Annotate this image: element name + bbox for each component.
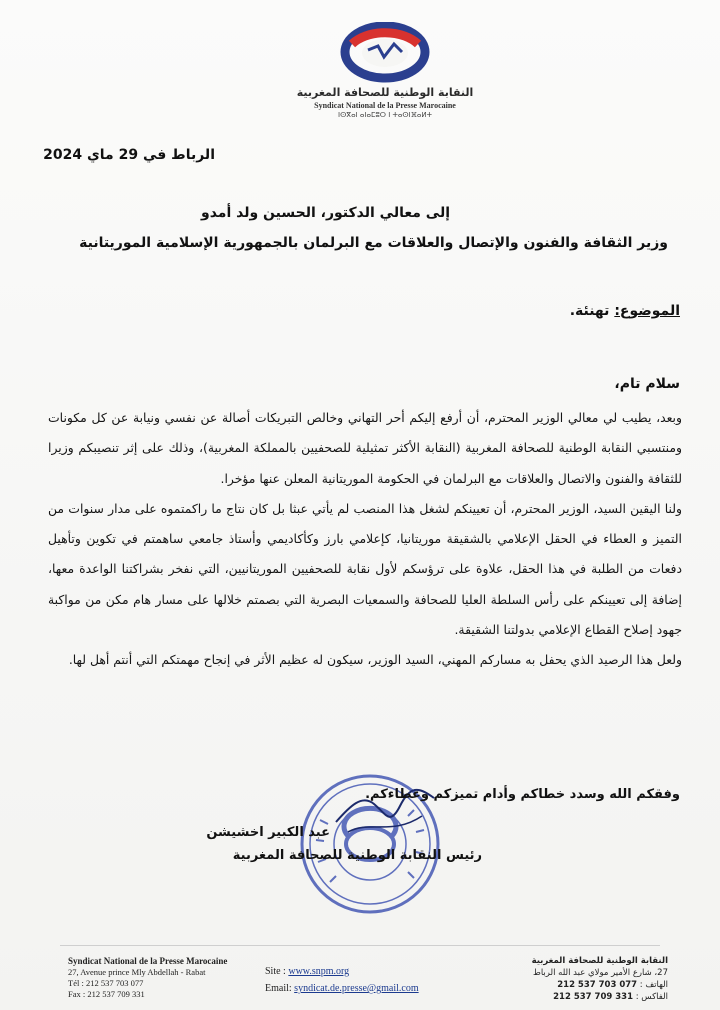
org-name-tifinagh: ⵏⵙⴳⴰⵏ ⴰⵏⴰⵎⵓⵔ ⵏ ⵜⴰⵙⵏⴼⴰⵍⵜ (338, 111, 432, 119)
footer-address-ar: 27، شارع الأمير مولاي عبد الله الرباط (532, 968, 668, 978)
subject-value: تهنئة. (569, 303, 610, 319)
footer-address-fr: 27, Avenue prince Mly Abdellah - Rabat (68, 967, 206, 977)
site-label: Site : (265, 966, 286, 977)
recipient-title: وزير الثقافة والفنون والإتصال والعلاقات مع البرلمان بالجمهورية الإسلامية الموريتانية (79, 235, 668, 251)
footer-fax-ar (468, 991, 668, 1003)
site-link[interactable]: www.snpm.org (288, 966, 350, 977)
footer-french (68, 956, 278, 1000)
footer-tel-value-ar: 212 537 703 077 (557, 980, 638, 990)
greeting: سلام تام، (614, 376, 680, 392)
footer-arabic (468, 955, 668, 1003)
letter-date: الرباط في 29 ماي 2024 (43, 147, 215, 163)
footer-tel-ar (468, 979, 668, 991)
subject-line (570, 303, 680, 319)
footer-tel-fr: Tél : 212 537 703 077 (68, 978, 144, 988)
footer-fax-label-ar: الفاكس : (635, 992, 668, 1002)
snpm-logo-icon (338, 22, 432, 86)
email-link[interactable]: syndicat.de.presse@gmail.com (294, 983, 419, 994)
paragraph: وبعد، يطيب لي معالي الوزير المحترم، أن أرفع إليكم أحر التهاني وخالص التبريكات أصالة عن نفسي ونيابة عن كل مكونات ومنتسبي النقابة الوطنية للصحافة المغربية (النقابة الأكثر تمثيلية للصحفيين بالمملكة المغربية)، وذلك على إثر تنصيبكم وزيرا للثقافة والفنون والاتصال والعلاقات مع البرلمان في الحكومة الموريتانية المعلن عنها مؤخرا. (48, 410, 682, 486)
closing-line: وفقكم الله وسدد خطاكم وأدام تميزكم وعطاءكم. (365, 787, 680, 802)
paragraph: ولعل هذا الرصيد الذي يحفل به مساركم المهني، السيد الوزير، سيكون له عظيم الأثر في إنجاح مهمتكم التي أنتم أهل لها. (68, 652, 682, 668)
subject-label: الموضوع: (614, 303, 680, 319)
footer-org-name-ar: النقابة الوطنية للصحافة المغربية (531, 956, 668, 966)
org-name-arabic: النقابة الوطنية للصحافة المغربية (296, 86, 474, 99)
footer-fax-fr: Fax : 212 537 709 331 (68, 989, 145, 999)
signer-title: رئيس النقابة الوطنية للصحافة المغربية (232, 848, 482, 863)
footer-org-name-fr: Syndicat National de la Presse Marocaine (68, 956, 228, 966)
recipient-name: إلى معالي الدكتور، الحسين ولد أمدو (201, 205, 450, 221)
footer-divider (60, 945, 660, 946)
paragraph: ولنا اليقين السيد، الوزير المحترم، أن تعيينكم لشغل هذا المنصب لم يأتي عبثا بل كان نتاج ما راكمتموه على مدار سنوات من التميز و العطاء في الحقل الإعلامي بالشقيقة موريتانيا، كإعلامي بارز وكأكاديمي وأستاذ جامعي ساهمتم في تكوين وتأهيل دفعات من الطلبة في هذا الحقل، علاوة على ترؤسكم لأول نقابة للصحفيين الموريتانيين، التي نفخر بشراكتنا الواعدة معها، إضافة إلى تعيينكم على رأس السلطة العليا للصحافة والسمعيات البصرية التي بصمتم خلالها على مسار هام مكن من مواكبة جهود إصلاح القطاع الإعلامي بدولتنا الشقيقة. (48, 500, 682, 638)
footer-tel-label-ar: الهاتف : (639, 980, 668, 990)
footer-web (265, 963, 465, 997)
footer-fax-value-ar: 212 537 709 331 (553, 992, 633, 1002)
signer-name: عبد الكبير اخشيشن (206, 825, 330, 840)
letterhead (280, 22, 490, 119)
letter-body (48, 403, 682, 676)
org-name-french: Syndicat National de la Presse Marocaine (314, 101, 456, 110)
email-label: Email: (265, 983, 292, 994)
